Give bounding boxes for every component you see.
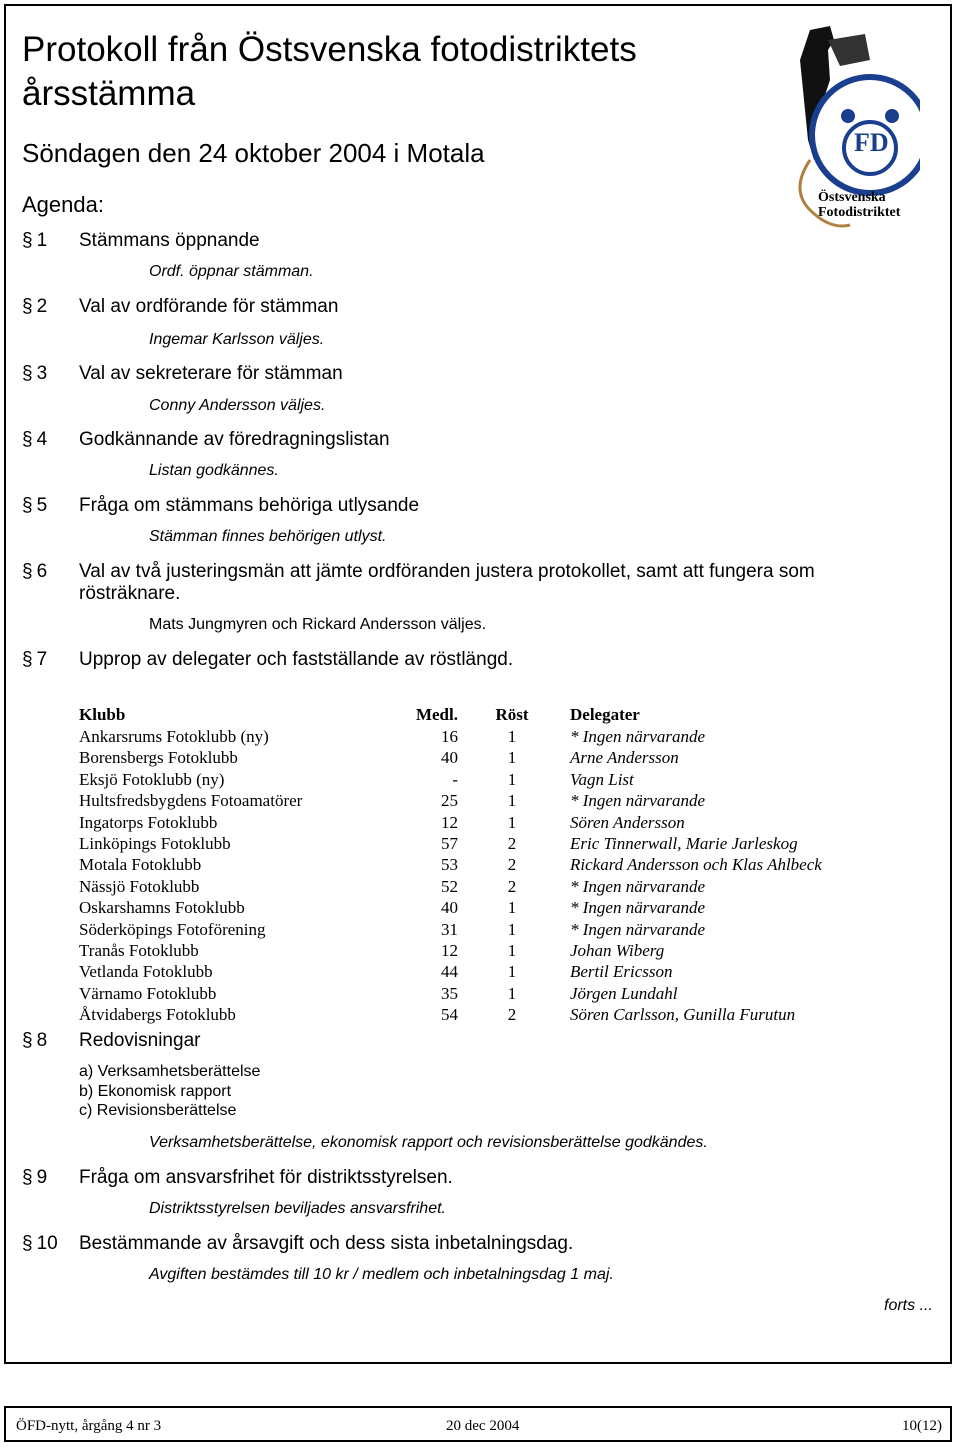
table-row-4-vote-count: 1 [507,791,517,810]
table-row-6-club-name: Linköpings Fotoklubb [79,834,231,853]
section-8-number: § 8 [22,1030,48,1051]
logo-line2: Fotodistriktet [818,205,901,220]
table-row-5-member-count: 12 [441,813,458,832]
footer-page-number: 10(12) [902,1418,942,1434]
section-10-note: Avgiften bestämdes till 10 kr / medlem och inbetalningsdag 1 maj. [149,1266,614,1283]
table-row-8-delegates: * Ingen närvarande [570,877,706,896]
table-row-11-vote-count: 1 [507,941,517,960]
logo-line1: Östsvenska [818,190,886,205]
page-footer [4,1406,952,1442]
section-6-number: § 6 [22,561,48,582]
table-row-4-member-count: 25 [441,791,458,810]
table-row-11-delegates: Johan Wiberg [570,941,665,960]
section-4-title: Godkännande av föredragningslistan [79,429,390,450]
table-row-14-club-name: Åtvidabergs Fotoklubb [79,1005,236,1024]
agenda-label: Agenda: [22,192,104,217]
section-4-note: Listan godkännes. [149,462,279,479]
table-row-13-vote-count: 1 [507,984,517,1003]
table-row-10-member-count: 31 [441,920,458,939]
section-4-number: § 4 [22,429,48,450]
table-row-12-member-count: 44 [441,962,458,981]
section-7-title: Upprop av delegater och fastställande av röstlängd. [79,649,514,670]
table-row-12-delegates: Bertil Ericsson [570,962,673,981]
table-row-5-club-name: Ingatorps Fotoklubb [79,813,218,832]
table-row-9-delegates: * Ingen närvarande [570,898,706,917]
table-row-9-club-name: Oskarshamns Fotoklubb [79,898,245,917]
section-9-title: Fråga om ansvarsfrihet för distriktsstyrelsen. [79,1167,453,1188]
table-row-2-club-name: Borensbergs Fotoklubb [79,748,238,767]
section-8-title: Redovisningar [79,1030,201,1051]
table-row-2-delegates: Arne Andersson [570,748,679,767]
section-8-item-a: a) Verksamhetsberättelse [79,1063,261,1080]
section-1-number: § 1 [22,230,48,251]
logo-badge: FD [854,128,889,157]
table-row-3-vote-count: 1 [507,770,517,789]
table-row-5-vote-count: 1 [507,813,517,832]
table-row-10-vote-count: 1 [507,920,517,939]
table-row-9-vote-count: 1 [507,898,517,917]
table-row-1-vote-count: 1 [507,727,517,746]
section-2-title: Val av ordförande för stämman [79,296,339,317]
table-row-2-member-count: 40 [441,748,458,767]
section-1-title: Stämmans öppnande [79,230,260,251]
table-row-10-club-name: Söderköpings Fotoförening [79,920,266,939]
table-row-7-member-count: 53 [441,855,458,874]
table-row-6-member-count: 57 [441,834,458,853]
table-header-club: Klubb [79,705,126,724]
table-row-14-delegates: Sören Carlsson, Gunilla Furutun [570,1005,796,1024]
table-row-13-delegates: Jörgen Lundahl [570,984,678,1003]
table-row-4-club-name: Hultsfredsbygdens Fotoamatörer [79,791,303,810]
table-row-14-vote-count: 2 [507,1005,517,1024]
table-row-11-member-count: 12 [441,941,458,960]
section-6-title: Val av två justeringsmän att jämte ordföranden justera protokollet, samt att fungera som rösträknare. [79,561,815,604]
table-header-members: Medl. [415,705,458,724]
continued-label: forts ... [884,1297,933,1314]
table-row-2-vote-count: 1 [507,748,517,767]
section-7-number: § 7 [22,649,48,670]
table-row-7-delegates: Rickard Andersson och Klas Ahlbeck [570,855,822,874]
table-row-8-member-count: 52 [441,877,458,896]
table-row-6-delegates: Eric Tinnerwall, Marie Jarleskog [570,834,798,853]
section-2-note: Ingemar Karlsson väljes. [149,331,325,348]
district-logo [770,20,920,235]
section-9-number: § 9 [22,1167,48,1188]
table-row-10-delegates: * Ingen närvarande [570,920,706,939]
logo-text [818,190,900,220]
section-5-number: § 5 [22,495,48,516]
page-title: Protokoll från Östsvenska fotodistriktets årsstämma [22,30,637,113]
table-row-1-delegates: * Ingen närvarande [570,727,706,746]
section-9-note: Distriktsstyrelsen beviljades ansvarsfrihet. [149,1200,446,1217]
table-row-13-club-name: Värnamo Fotoklubb [79,984,217,1003]
section-3-note: Conny Andersson väljes. [149,397,326,414]
table-row-14-member-count: 54 [441,1005,458,1024]
section-5-note: Stämman finnes behörigen utlyst. [149,528,387,545]
table-row-7-vote-count: 2 [507,855,517,874]
table-row-12-vote-count: 1 [507,962,517,981]
table-row-3-club-name: Eksjö Fotoklubb (ny) [79,770,225,789]
table-row-6-vote-count: 2 [507,834,517,853]
table-row-8-club-name: Nässjö Fotoklubb [79,877,200,896]
table-row-4-delegates: * Ingen närvarande [570,791,706,810]
table-row-13-member-count: 35 [441,984,458,1003]
section-3-title: Val av sekreterare för stämman [79,363,343,384]
table-row-7-club-name: Motala Fotoklubb [79,855,202,874]
table-row-11-club-name: Tranås Fotoklubb [79,941,199,960]
section-5-title: Fråga om stämmans behöriga utlysande [79,495,420,516]
section-8-item-b: b) Ekonomisk rapport [79,1083,232,1100]
table-row-3-member-count: - [452,770,458,789]
section-6-note: Mats Jungmyren och Rickard Andersson väljes. [149,616,487,633]
footer-publication: ÖFD-nytt, årgång 4 nr 3 [16,1418,162,1434]
section-10-number: § 10 [22,1233,58,1254]
table-header-votes: Röst [495,705,529,724]
section-8-item-c: c) Revisionsberättelse [79,1102,237,1119]
table-row-8-vote-count: 2 [507,877,517,896]
table-row-9-member-count: 40 [441,898,458,917]
table-row-5-delegates: Sören Andersson [570,813,685,832]
section-1-note: Ordf. öppnar stämman. [149,263,314,280]
section-8-note: Verksamhetsberättelse, ekonomisk rapport och revisionsberättelse godkändes. [149,1134,708,1151]
table-row-1-club-name: Ankarsrums Fotoklubb (ny) [79,727,269,746]
section-3-number: § 3 [22,363,48,384]
table-header-delegates: Delegater [570,705,640,724]
table-row-3-delegates: Vagn List [570,770,634,789]
meeting-date: Söndagen den 24 oktober 2004 i Motala [22,138,485,168]
table-row-12-club-name: Vetlanda Fotoklubb [79,962,213,981]
table-row-1-member-count: 16 [441,727,458,746]
footer-date: 20 dec 2004 [446,1418,520,1434]
section-10-title: Bestämmande av årsavgift och dess sista inbetalningsdag. [79,1233,574,1254]
section-2-number: § 2 [22,296,48,317]
